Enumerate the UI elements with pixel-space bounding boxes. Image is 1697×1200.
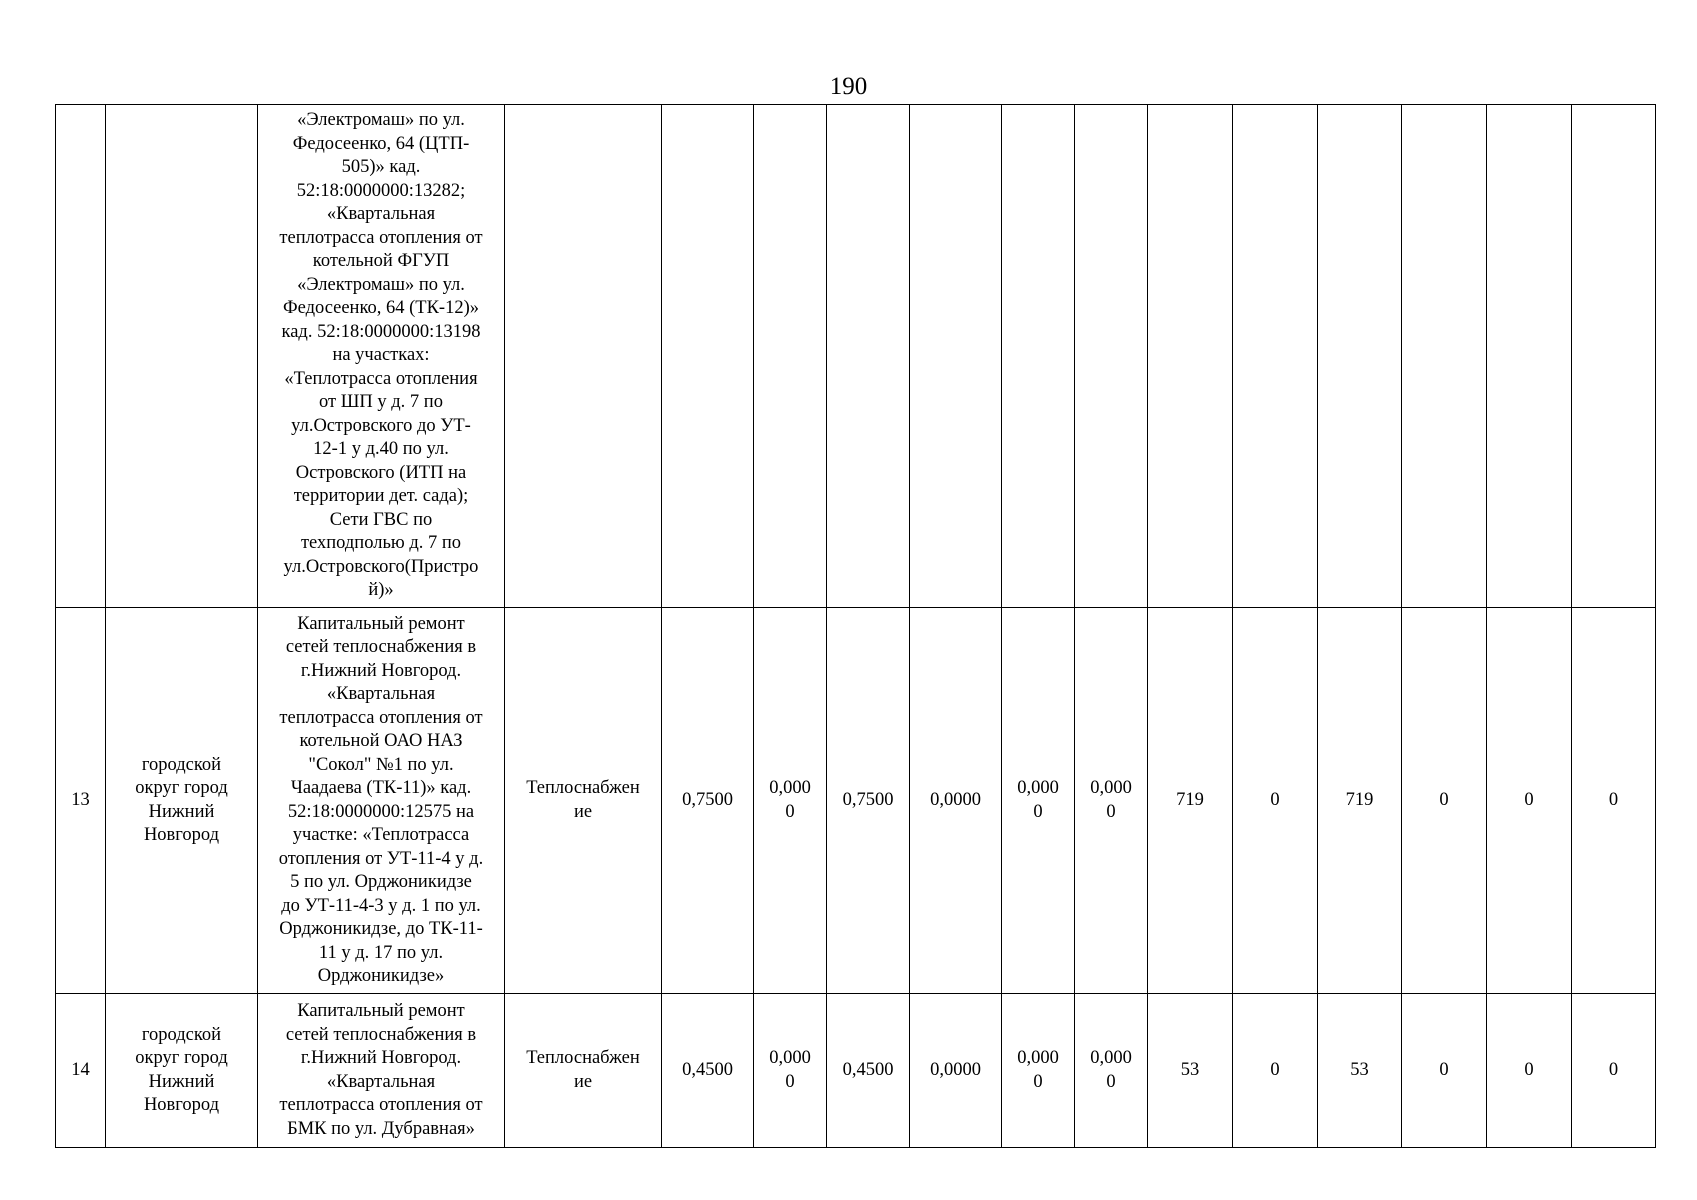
type-cell: Теплоснабжен ие <box>505 994 662 1148</box>
type-cell: Теплоснабжен ие <box>505 608 662 994</box>
value-cell: 0 <box>1402 994 1487 1148</box>
row-number: 13 <box>56 608 106 994</box>
table-row <box>56 994 1656 1148</box>
value-cell: 0,7500 <box>827 608 910 994</box>
value-cell: 0,000 0 <box>1075 994 1148 1148</box>
value-cell: 0,000 0 <box>754 608 827 994</box>
value-cell: 0,4500 <box>827 994 910 1148</box>
data-table <box>55 104 1656 1148</box>
territory-cell: городской округ город Нижний Новгород <box>106 608 258 994</box>
value-cell: 0 <box>1233 994 1318 1148</box>
description-cell: «Электромаш» по ул. Федосеенко, 64 (ЦТП- 505)» кад. 52:18:0000000:13282; «Квартальная теплотрасса отопления от котельной ФГУП «Электромаш» по ул. Федосеенко, 64 (ТК-12)» кад. 52:18:0000000:13198 на участках: «Теплотрасса отопления от ШП у д. 7 по ул.Островского до УТ- 12-1 у д.40 по ул. Островского (ИТП на территории дет. сада); Сети ГВС по техподполью д. 7 по ул.Островского(Пристро й)» <box>258 105 505 608</box>
value-cell <box>1002 105 1075 608</box>
value-cell: 0,4500 <box>662 994 754 1148</box>
value-cell: 0,0000 <box>910 994 1002 1148</box>
value-cell: 719 <box>1148 608 1233 994</box>
value-cell: 53 <box>1148 994 1233 1148</box>
value-cell: 0,000 0 <box>1002 994 1075 1148</box>
value-cell: 0 <box>1572 994 1656 1148</box>
value-cell: 0,0000 <box>910 608 1002 994</box>
value-cell: 0 <box>1487 608 1572 994</box>
value-cell: 719 <box>1318 608 1402 994</box>
value-cell <box>1402 105 1487 608</box>
page-number: 190 <box>829 73 868 100</box>
value-cell: 0 <box>1487 994 1572 1148</box>
value-cell: 0,7500 <box>662 608 754 994</box>
value-cell <box>662 105 754 608</box>
row-number <box>56 105 106 608</box>
value-cell: 0,000 0 <box>1075 608 1148 994</box>
value-cell <box>910 105 1002 608</box>
description-cell: Капитальный ремонт сетей теплоснабжения в г.Нижний Новгород. «Квартальная теплотрасса отопления от БМК по ул. Дубравная» <box>258 994 505 1148</box>
description-cell: Капитальный ремонт сетей теплоснабжения в г.Нижний Новгород. «Квартальная теплотрасса отопления от котельной ОАО НАЗ "Сокол" №1 по ул. Чаадаева (ТК-11)» кад. 52:18:0000000:12575 на участке: «Теплотрасса отопления от УТ-11-4 у д. 5 по ул. Орджоникидзе до УТ-11-4-3 у д. 1 по ул. Орджоникидзе, до ТК-11- 11 у д. 17 по ул. Орджоникидзе» <box>258 608 505 994</box>
value-cell: 0 <box>1572 608 1656 994</box>
value-cell: 53 <box>1318 994 1402 1148</box>
value-cell: 0,000 0 <box>754 994 827 1148</box>
type-cell <box>505 105 662 608</box>
value-cell: 0 <box>1402 608 1487 994</box>
table-row <box>56 105 1656 608</box>
value-cell <box>1233 105 1318 608</box>
value-cell <box>1075 105 1148 608</box>
territory-cell: городской округ город Нижний Новгород <box>106 994 258 1148</box>
table-row <box>56 608 1656 994</box>
value-cell <box>1572 105 1656 608</box>
value-cell <box>1487 105 1572 608</box>
row-number: 14 <box>56 994 106 1148</box>
value-cell <box>754 105 827 608</box>
value-cell <box>827 105 910 608</box>
value-cell <box>1318 105 1402 608</box>
value-cell <box>1148 105 1233 608</box>
territory-cell <box>106 105 258 608</box>
value-cell: 0 <box>1233 608 1318 994</box>
value-cell: 0,000 0 <box>1002 608 1075 994</box>
